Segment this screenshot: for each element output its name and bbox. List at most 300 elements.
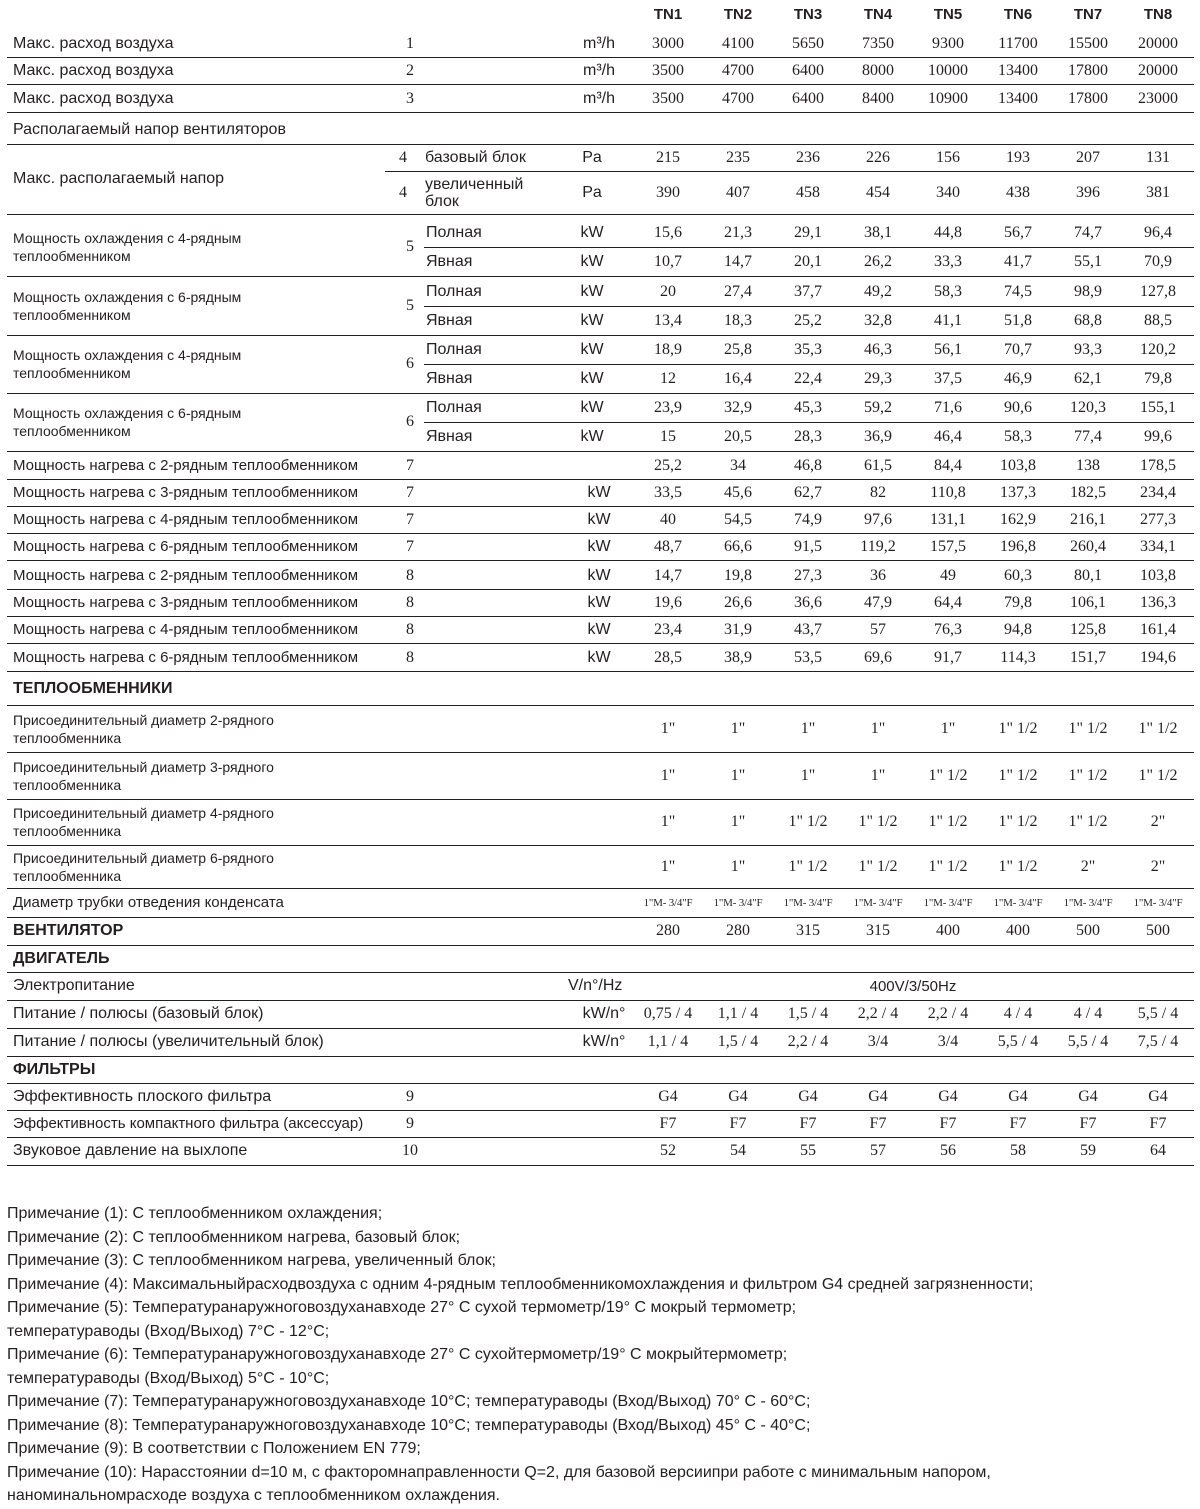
value-cell: 97,6: [864, 510, 892, 528]
row-label: Мощность нагрева с 4-рядным теплообменником: [13, 621, 359, 638]
value-cell: 1"M- 3/4"F: [713, 896, 763, 909]
motor-section-row: [7, 945, 1194, 973]
value-cell: 22,4: [794, 369, 822, 387]
filters-section-row: [7, 1056, 1194, 1084]
value-cell: 44,8: [934, 223, 962, 241]
value-cell: 114,3: [1000, 648, 1036, 666]
value-cell: 4700: [722, 89, 754, 107]
value-cell: 1": [940, 719, 956, 737]
value-cell: 1" 1/2: [928, 813, 968, 830]
unit-label: kW: [580, 311, 604, 329]
value-cell: 315: [796, 922, 820, 939]
value-cell: 2": [1080, 857, 1096, 875]
value-cell: G4: [1078, 1087, 1098, 1105]
value-cell: 396: [1076, 183, 1100, 201]
value-cell: 54: [730, 1142, 746, 1159]
value-cell: 1" 1/2: [928, 857, 968, 875]
value-cell: 1" 1/2: [998, 813, 1038, 830]
value-cell: 4 / 4: [1073, 1005, 1103, 1022]
airflow-row: [7, 85, 1194, 113]
unit-label: kW: [580, 398, 604, 416]
value-cell: 6400: [792, 89, 824, 107]
value-cell: 1": [800, 766, 816, 784]
value-cell: 1": [660, 813, 676, 830]
value-cell: 28,5: [654, 648, 682, 666]
value-cell: 1" 1/2: [998, 766, 1038, 784]
sub-label: Полная: [426, 399, 482, 416]
model-header: TN6: [1003, 6, 1033, 23]
note-line: температураводы (Вход/Выход) 7°С - 12°С;: [7, 1322, 330, 1340]
value-cell: 60,3: [1004, 566, 1032, 584]
value-cell: 2,2 / 4: [927, 1005, 969, 1022]
value-cell: 21,3: [724, 223, 752, 241]
value-cell: 74,9: [794, 510, 822, 528]
value-cell: 234,4: [1140, 483, 1176, 501]
value-cell: 3000: [652, 34, 684, 52]
value-cell: F7: [1149, 1114, 1167, 1132]
value-cell: 235: [726, 148, 750, 166]
unit-label: m³/h: [583, 34, 615, 52]
value-cell: 10000: [928, 61, 968, 79]
model-header: TN8: [1143, 6, 1173, 23]
value-cell: G4: [658, 1087, 678, 1105]
airflow-row: [7, 57, 1194, 85]
value-cell: 1"M- 3/4"F: [1133, 896, 1183, 909]
value-cell: 18,3: [724, 311, 752, 329]
value-cell: 1": [730, 857, 746, 875]
heating-row: [7, 562, 1194, 590]
value-cell: 56,7: [1004, 223, 1032, 241]
value-cell: 47,9: [864, 593, 892, 611]
value-cell: 11700: [998, 34, 1038, 52]
value-cell: 407: [726, 183, 750, 201]
row-label: Макс. располагаемый напор: [13, 170, 225, 187]
value-cell: 46,9: [1004, 369, 1032, 387]
unit-label: kW: [580, 252, 604, 270]
heating-row: [7, 616, 1194, 644]
model-header: TN4: [863, 6, 893, 23]
value-cell: 13400: [998, 61, 1038, 79]
value-cell: 157,5: [930, 537, 966, 555]
value-cell: 56,1: [934, 340, 962, 358]
value-cell: 77,4: [1074, 427, 1102, 445]
value-cell: 500: [1146, 922, 1170, 939]
value-cell: G4: [868, 1087, 888, 1105]
value-cell: 194,6: [1140, 648, 1176, 666]
value-cell: 53,5: [794, 648, 822, 666]
filter-row: [7, 1110, 1194, 1138]
unit-label: kW: [587, 537, 611, 555]
value-cell: 58,3: [1004, 427, 1032, 445]
cooling-row: [424, 335, 1194, 365]
value-cell: 14,7: [724, 252, 752, 270]
section-title: ДВИГАТЕЛЬ: [13, 949, 110, 967]
value-cell: 119,2: [860, 537, 896, 555]
value-cell: 58,3: [934, 282, 962, 300]
value-cell: 25,8: [724, 340, 752, 358]
section-title: ФИЛЬТРЫ: [13, 1060, 96, 1078]
row-label: Мощность охлаждения с 6-рядным теплообменником: [13, 405, 242, 439]
value-cell: 82: [870, 483, 886, 501]
value-cell: 13,4: [654, 311, 682, 329]
unit-label: kW: [580, 223, 604, 241]
value-cell: 2,2 / 4: [857, 1005, 899, 1022]
note-ref: 3: [406, 89, 414, 107]
value-cell: 70,7: [1004, 340, 1032, 358]
note-line: Примечание (8): Температуранаружноговоздуханавходе 10°С; температураводы (Вход/Выход) 45° С - 40°С;: [7, 1416, 811, 1434]
value-cell: 7350: [862, 34, 894, 52]
value-cell: 25,2: [654, 456, 682, 474]
value-cell: 226: [866, 148, 890, 166]
value-cell: 400: [1006, 922, 1030, 939]
value-cell: 120,3: [1070, 398, 1106, 416]
cooling-row: [424, 364, 1194, 393]
value-cell: 381: [1146, 183, 1170, 201]
value-cell: 41,7: [1004, 252, 1032, 270]
row-label: Звуковое давление на выхлопе: [13, 1142, 248, 1159]
value-cell: 196,8: [1000, 537, 1036, 555]
value-cell: 1": [730, 766, 746, 784]
unit-label: kW: [587, 593, 611, 611]
note-ref: 7: [406, 537, 414, 555]
row-label: Мощность нагрева с 4-рядным теплообменником: [13, 511, 359, 528]
value-cell: 438: [1006, 183, 1030, 201]
row-label: Присоединительный диаметр 4-рядного теплообменника: [13, 805, 274, 839]
note-line: Примечание (7): Температуранаружноговоздуханавходе 10°С; температураводы (Вход/Выход) 70° С - 60°С;: [7, 1393, 811, 1410]
value-cell: 31,9: [724, 620, 752, 638]
value-cell: 106,1: [1070, 593, 1106, 611]
section-title: ТЕПЛООБМЕННИКИ: [13, 680, 173, 697]
value-cell: 18,9: [654, 340, 682, 358]
value-cell: 36: [870, 566, 886, 584]
value-cell: 1,5 / 4: [717, 1033, 759, 1050]
value-cell: 1" 1/2: [1138, 766, 1178, 784]
heating-row: [7, 506, 1194, 534]
sub-label: Полная: [426, 341, 482, 358]
value-cell: 340: [936, 183, 960, 201]
pressure-section-row: [7, 115, 1194, 145]
unit-label: kW: [580, 369, 604, 387]
value-cell: 46,4: [934, 427, 962, 445]
value-cell: 3500: [652, 89, 684, 107]
value-cell: 33,5: [654, 483, 682, 501]
heating-row: [7, 533, 1194, 561]
row-label: Эффективность компактного фильтра (аксессуар): [13, 1115, 364, 1132]
value-cell: 9300: [932, 34, 964, 52]
value-cell: G4: [1008, 1087, 1028, 1105]
sub-label: увеличенный блок: [425, 175, 524, 210]
value-cell: 1"M- 3/4"F: [643, 896, 693, 909]
unit-label: kW: [587, 566, 611, 584]
value-cell: 55,1: [1074, 252, 1102, 270]
value-cell: 55: [800, 1142, 816, 1159]
value-cell: 131,1: [930, 510, 966, 528]
value-cell: 20,1: [794, 252, 822, 270]
filter-row: [7, 1083, 1194, 1111]
value-cell: 54,5: [724, 510, 752, 528]
value-cell: 2": [1150, 813, 1166, 830]
value-cell: 125,8: [1070, 620, 1106, 638]
note-line: Примечание (3): С теплообменником нагрева, увеличенный блок;: [7, 1252, 496, 1269]
value-cell: G4: [798, 1087, 818, 1105]
sub-label: Явная: [426, 253, 473, 270]
value-cell: 277,3: [1140, 510, 1176, 528]
value-cell: 15,6: [654, 223, 682, 241]
value-cell: 156: [936, 148, 960, 166]
value-cell: 29,3: [864, 369, 892, 387]
supply-value: 400V/3/50Hz: [869, 977, 957, 995]
value-cell: 3/4: [867, 1033, 889, 1050]
value-cell: 19,8: [724, 566, 752, 584]
note-ref: 7: [406, 456, 414, 474]
row-label: Макс. расход воздуха: [13, 89, 174, 107]
value-cell: 45,3: [794, 398, 822, 416]
value-cell: 162,9: [1000, 510, 1036, 528]
value-cell: 1" 1/2: [998, 857, 1038, 875]
value-cell: 4100: [722, 34, 754, 52]
value-cell: 88,5: [1144, 311, 1172, 329]
value-cell: 49: [940, 566, 956, 584]
value-cell: 15500: [1068, 34, 1108, 52]
row-label: Мощность охлаждения с 4-рядным теплообменником: [13, 347, 242, 381]
note-ref: 6: [406, 413, 414, 430]
value-cell: 27,4: [724, 282, 752, 300]
value-cell: 57: [870, 620, 886, 638]
value-cell: 69,6: [864, 648, 892, 666]
value-cell: 1": [660, 766, 676, 784]
value-cell: 103,8: [1140, 566, 1176, 584]
value-cell: 37,7: [794, 282, 822, 300]
unit-label: kW: [587, 483, 611, 501]
note-ref: 4: [399, 148, 407, 166]
value-cell: 20,5: [724, 427, 752, 445]
note-ref: 9: [406, 1087, 414, 1105]
value-cell: 161,4: [1140, 620, 1176, 638]
value-cell: 74,7: [1074, 223, 1102, 241]
value-cell: 48,7: [654, 537, 682, 555]
value-cell: 5,5 / 4: [1067, 1033, 1109, 1050]
unit-label: kW: [587, 510, 611, 528]
value-cell: 127,8: [1140, 282, 1176, 300]
value-cell: 8000: [862, 61, 894, 79]
value-cell: 23000: [1138, 89, 1178, 107]
unit-label: kW: [587, 620, 611, 638]
row-label: Макс. расход воздуха: [13, 34, 174, 52]
value-cell: 23,9: [654, 398, 682, 416]
value-cell: 1"M- 3/4"F: [853, 896, 903, 909]
value-cell: 27,3: [794, 566, 822, 584]
value-cell: 74,5: [1004, 282, 1032, 300]
row-label: Мощность нагрева с 6-рядным теплообменником: [13, 538, 359, 555]
row-label: Мощность нагрева с 3-рядным теплообменником: [13, 484, 359, 501]
unit-label: Pa: [582, 148, 602, 166]
value-cell: 280: [656, 922, 680, 939]
note-line: Примечание (2): С теплообменником нагрева, базовый блок;: [7, 1228, 461, 1246]
note-line: наноминальномрасходе воздуха с теплообменником охлаждения.: [7, 1487, 500, 1504]
value-cell: 38,9: [724, 648, 752, 666]
value-cell: 137,3: [1000, 483, 1036, 501]
motor-row: [7, 1000, 1194, 1029]
value-cell: 3/4: [937, 1033, 959, 1050]
value-cell: 20: [660, 282, 676, 300]
value-cell: 29,1: [794, 223, 822, 241]
value-cell: 215: [656, 148, 680, 166]
cooling-row: [424, 218, 1194, 248]
value-cell: 59: [1080, 1142, 1096, 1159]
row-label: Питание / полюсы (увеличительный блок): [13, 1033, 324, 1050]
value-cell: 207: [1076, 148, 1100, 166]
value-cell: 1": [660, 857, 676, 875]
value-cell: 7,5 / 4: [1137, 1033, 1179, 1050]
note-line: Примечание (9): В соответствии с Положением EN 779;: [7, 1440, 421, 1457]
value-cell: 17800: [1068, 89, 1108, 107]
value-cell: 59,2: [864, 398, 892, 416]
sound-row: [7, 1137, 1194, 1166]
value-cell: 1"M- 3/4"F: [993, 896, 1043, 909]
notes-list: [7, 1202, 1197, 1508]
sub-label: базовый блок: [425, 149, 526, 166]
value-cell: 136,3: [1140, 593, 1176, 611]
note-ref: 9: [406, 1114, 414, 1132]
value-cell: 500: [1076, 922, 1100, 939]
value-cell: 38,1: [864, 223, 892, 241]
value-cell: 1,5 / 4: [787, 1005, 829, 1022]
value-cell: 68,8: [1074, 311, 1102, 329]
exchanger-row: [7, 799, 1194, 846]
cooling-row: [424, 247, 1194, 276]
value-cell: 99,6: [1144, 427, 1172, 445]
value-cell: 46,3: [864, 340, 892, 358]
sub-label: Явная: [426, 370, 473, 387]
value-cell: F7: [869, 1114, 887, 1132]
note-line: Примечание (4): Максимальныйрасходвоздуха с одним 4-рядным теплообменникомохлаждения и фильтром G4 средней загрязненности;: [7, 1275, 1034, 1293]
cooling-row: [424, 422, 1194, 451]
value-cell: 23,4: [654, 620, 682, 638]
model-header: TN1: [653, 6, 683, 23]
unit-label: V/n°/Hz: [568, 977, 623, 994]
heating-row: [7, 644, 1194, 672]
value-cell: 1": [870, 719, 886, 737]
note-line: Примечание (6): Температуранаружноговоздуханавходе 27° С сухойтермометр/19° С мокрыйтермометр;: [7, 1346, 788, 1363]
note-ref: 8: [406, 593, 414, 611]
value-cell: 390: [656, 183, 680, 201]
unit-label: m³/h: [583, 61, 615, 79]
row-label: Эффективность плоского фильтра: [13, 1087, 272, 1105]
value-cell: 71,6: [934, 398, 962, 416]
value-cell: 155,1: [1140, 398, 1176, 416]
unit-label: [567, 452, 631, 479]
value-cell: 96,4: [1144, 223, 1172, 241]
value-cell: 1": [870, 766, 886, 784]
note-ref: 6: [406, 355, 414, 372]
value-cell: 91,5: [794, 537, 822, 555]
note-ref: 7: [406, 483, 414, 501]
value-cell: 64: [1150, 1142, 1166, 1159]
value-cell: 110,8: [930, 483, 966, 501]
value-cell: 32,9: [724, 398, 752, 416]
row-label: Мощность охлаждения с 4-рядным теплообменником: [13, 230, 242, 264]
value-cell: G4: [1148, 1087, 1168, 1105]
row-label: Макс. расход воздуха: [13, 61, 174, 79]
value-cell: 120,2: [1140, 340, 1176, 358]
value-cell: 1,1 / 4: [647, 1033, 689, 1050]
unit-label: kW: [587, 648, 611, 666]
value-cell: 8400: [862, 89, 894, 107]
unit-label: kW/n°: [582, 1005, 626, 1022]
note-line: Примечание (5): Температуранаружноговоздуханавходе 27° С сухой термометр/19° С мокрый термометр;: [7, 1299, 797, 1316]
value-cell: 79,8: [1144, 369, 1172, 387]
value-cell: 90,6: [1004, 398, 1032, 416]
value-cell: 1"M- 3/4"F: [923, 896, 973, 909]
value-cell: 1" 1/2: [1068, 766, 1108, 784]
value-cell: 43,7: [794, 620, 822, 638]
value-cell: 28,3: [794, 427, 822, 445]
value-cell: 45,6: [724, 483, 752, 501]
value-cell: 49,2: [864, 282, 892, 300]
value-cell: 454: [866, 183, 890, 201]
value-cell: 17800: [1068, 61, 1108, 79]
model-header: TN5: [933, 6, 963, 23]
value-cell: 10900: [928, 89, 968, 107]
value-cell: 64,4: [934, 593, 962, 611]
value-cell: 51,8: [1004, 311, 1032, 329]
airflow-row: [7, 30, 1194, 58]
value-cell: 62,7: [794, 483, 822, 501]
condensate-row: [7, 888, 1194, 918]
row-label: Присоединительный диаметр 3-рядного теплообменника: [13, 758, 274, 793]
value-cell: G4: [938, 1087, 958, 1105]
pressure-row: [385, 144, 1194, 172]
power-supply-row: [7, 972, 1194, 1001]
value-cell: 20000: [1138, 61, 1178, 79]
note-ref: 8: [406, 566, 414, 584]
value-cell: 5650: [792, 34, 824, 52]
value-cell: 2,2 / 4: [787, 1033, 829, 1050]
value-cell: 138: [1076, 456, 1100, 474]
value-cell: 1" 1/2: [1068, 813, 1108, 830]
sub-label: Полная: [426, 283, 482, 300]
value-cell: 1" 1/2: [788, 857, 828, 875]
exchanger-row: [7, 845, 1194, 889]
cooling-row: [424, 277, 1194, 307]
value-cell: 58: [1010, 1142, 1026, 1159]
note-ref: 8: [406, 648, 414, 666]
value-cell: 400: [936, 922, 960, 939]
value-cell: 61,5: [864, 456, 892, 474]
value-cell: 1"M- 3/4"F: [783, 896, 833, 909]
heating-row: [7, 479, 1194, 507]
unit-label: m³/h: [583, 89, 615, 107]
row-label: Питание / полюсы (базовый блок): [13, 1005, 264, 1022]
value-cell: 216,1: [1070, 510, 1106, 528]
note-ref: 10: [402, 1142, 418, 1159]
value-cell: 1" 1/2: [1068, 719, 1108, 737]
value-cell: 260,4: [1070, 537, 1106, 555]
value-cell: F7: [659, 1114, 677, 1132]
value-cell: 36,9: [864, 427, 892, 445]
unit-label: kW: [580, 340, 604, 358]
row-label: Мощность нагрева с 3-рядным теплообменником: [13, 594, 359, 611]
value-cell: 36,6: [794, 593, 822, 611]
value-cell: 1" 1/2: [928, 766, 968, 784]
note-ref: 1: [406, 34, 414, 52]
value-cell: 103,8: [1000, 456, 1036, 474]
model-header: TN3: [793, 6, 823, 23]
value-cell: 1": [660, 719, 676, 737]
value-cell: 12: [660, 369, 676, 387]
value-cell: 15: [660, 427, 676, 445]
value-cell: 280: [726, 922, 750, 939]
